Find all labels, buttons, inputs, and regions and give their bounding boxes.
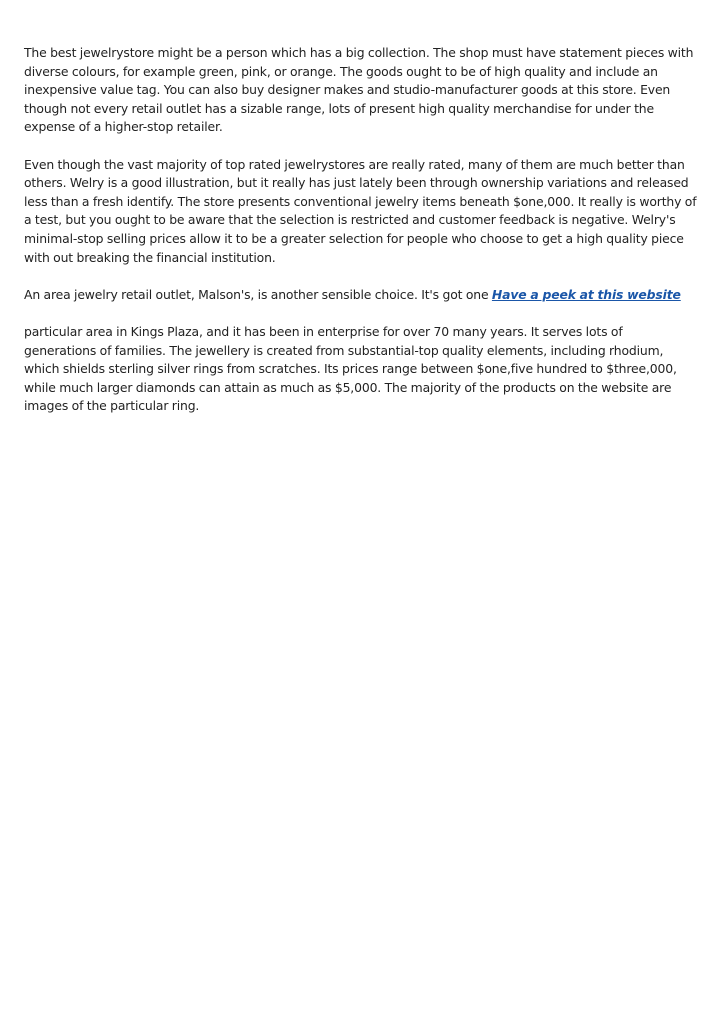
paragraph-intro: The best jewelrystore might be a person which has a big collection. The shop must have statement pieces with diverse colours, for example green, pink, or orange. The goods ought to be of high quality and include an inexpensive value tag. You can also buy designer makes and studio-manufacturer goods at this store. Even though not every retail outlet has a sizable range, lots of present high quality merchandise for under the expense of a higher-stop retailer. xyxy=(24,45,694,135)
paragraph-malsons-text: An area jewelry retail outlet, Malson's, is another sensible choice. It's got one xyxy=(24,286,492,302)
paragraph-malsons xyxy=(24,286,698,305)
paragraph-welry: Even though the vast majority of top rated jewelrystores are really rated, many of them are much better than others. Welry is a good illustration, but it really has just lately been through ownership variations and released less than a fresh identify. The store presents conventional jewelry items beneath $one,000. It really is worthy of a test, but you ought to be aware that the selection is restricted and customer feedback is negative. Welry's minimal-stop selling prices allow it to be a greater selection for people who choose to get a high quality piece with out breaking the financial institution. xyxy=(24,156,697,265)
website-link[interactable]: Have a peek at this website xyxy=(491,286,681,302)
paragraph-closing: particular area in Kings Plaza, and it has been in enterprise for over 70 many years. It serves lots of generations of families. The jewellery is created from substantial-top quality elements, including rhodium, which shields sterling silver rings from scratches. Its prices range between $one,five hundred to $three,000, while much larger diamonds can attain as much as $5,000. The majority of the products on the website are images of the particular ring. xyxy=(24,323,677,414)
document-body xyxy=(24,44,698,434)
